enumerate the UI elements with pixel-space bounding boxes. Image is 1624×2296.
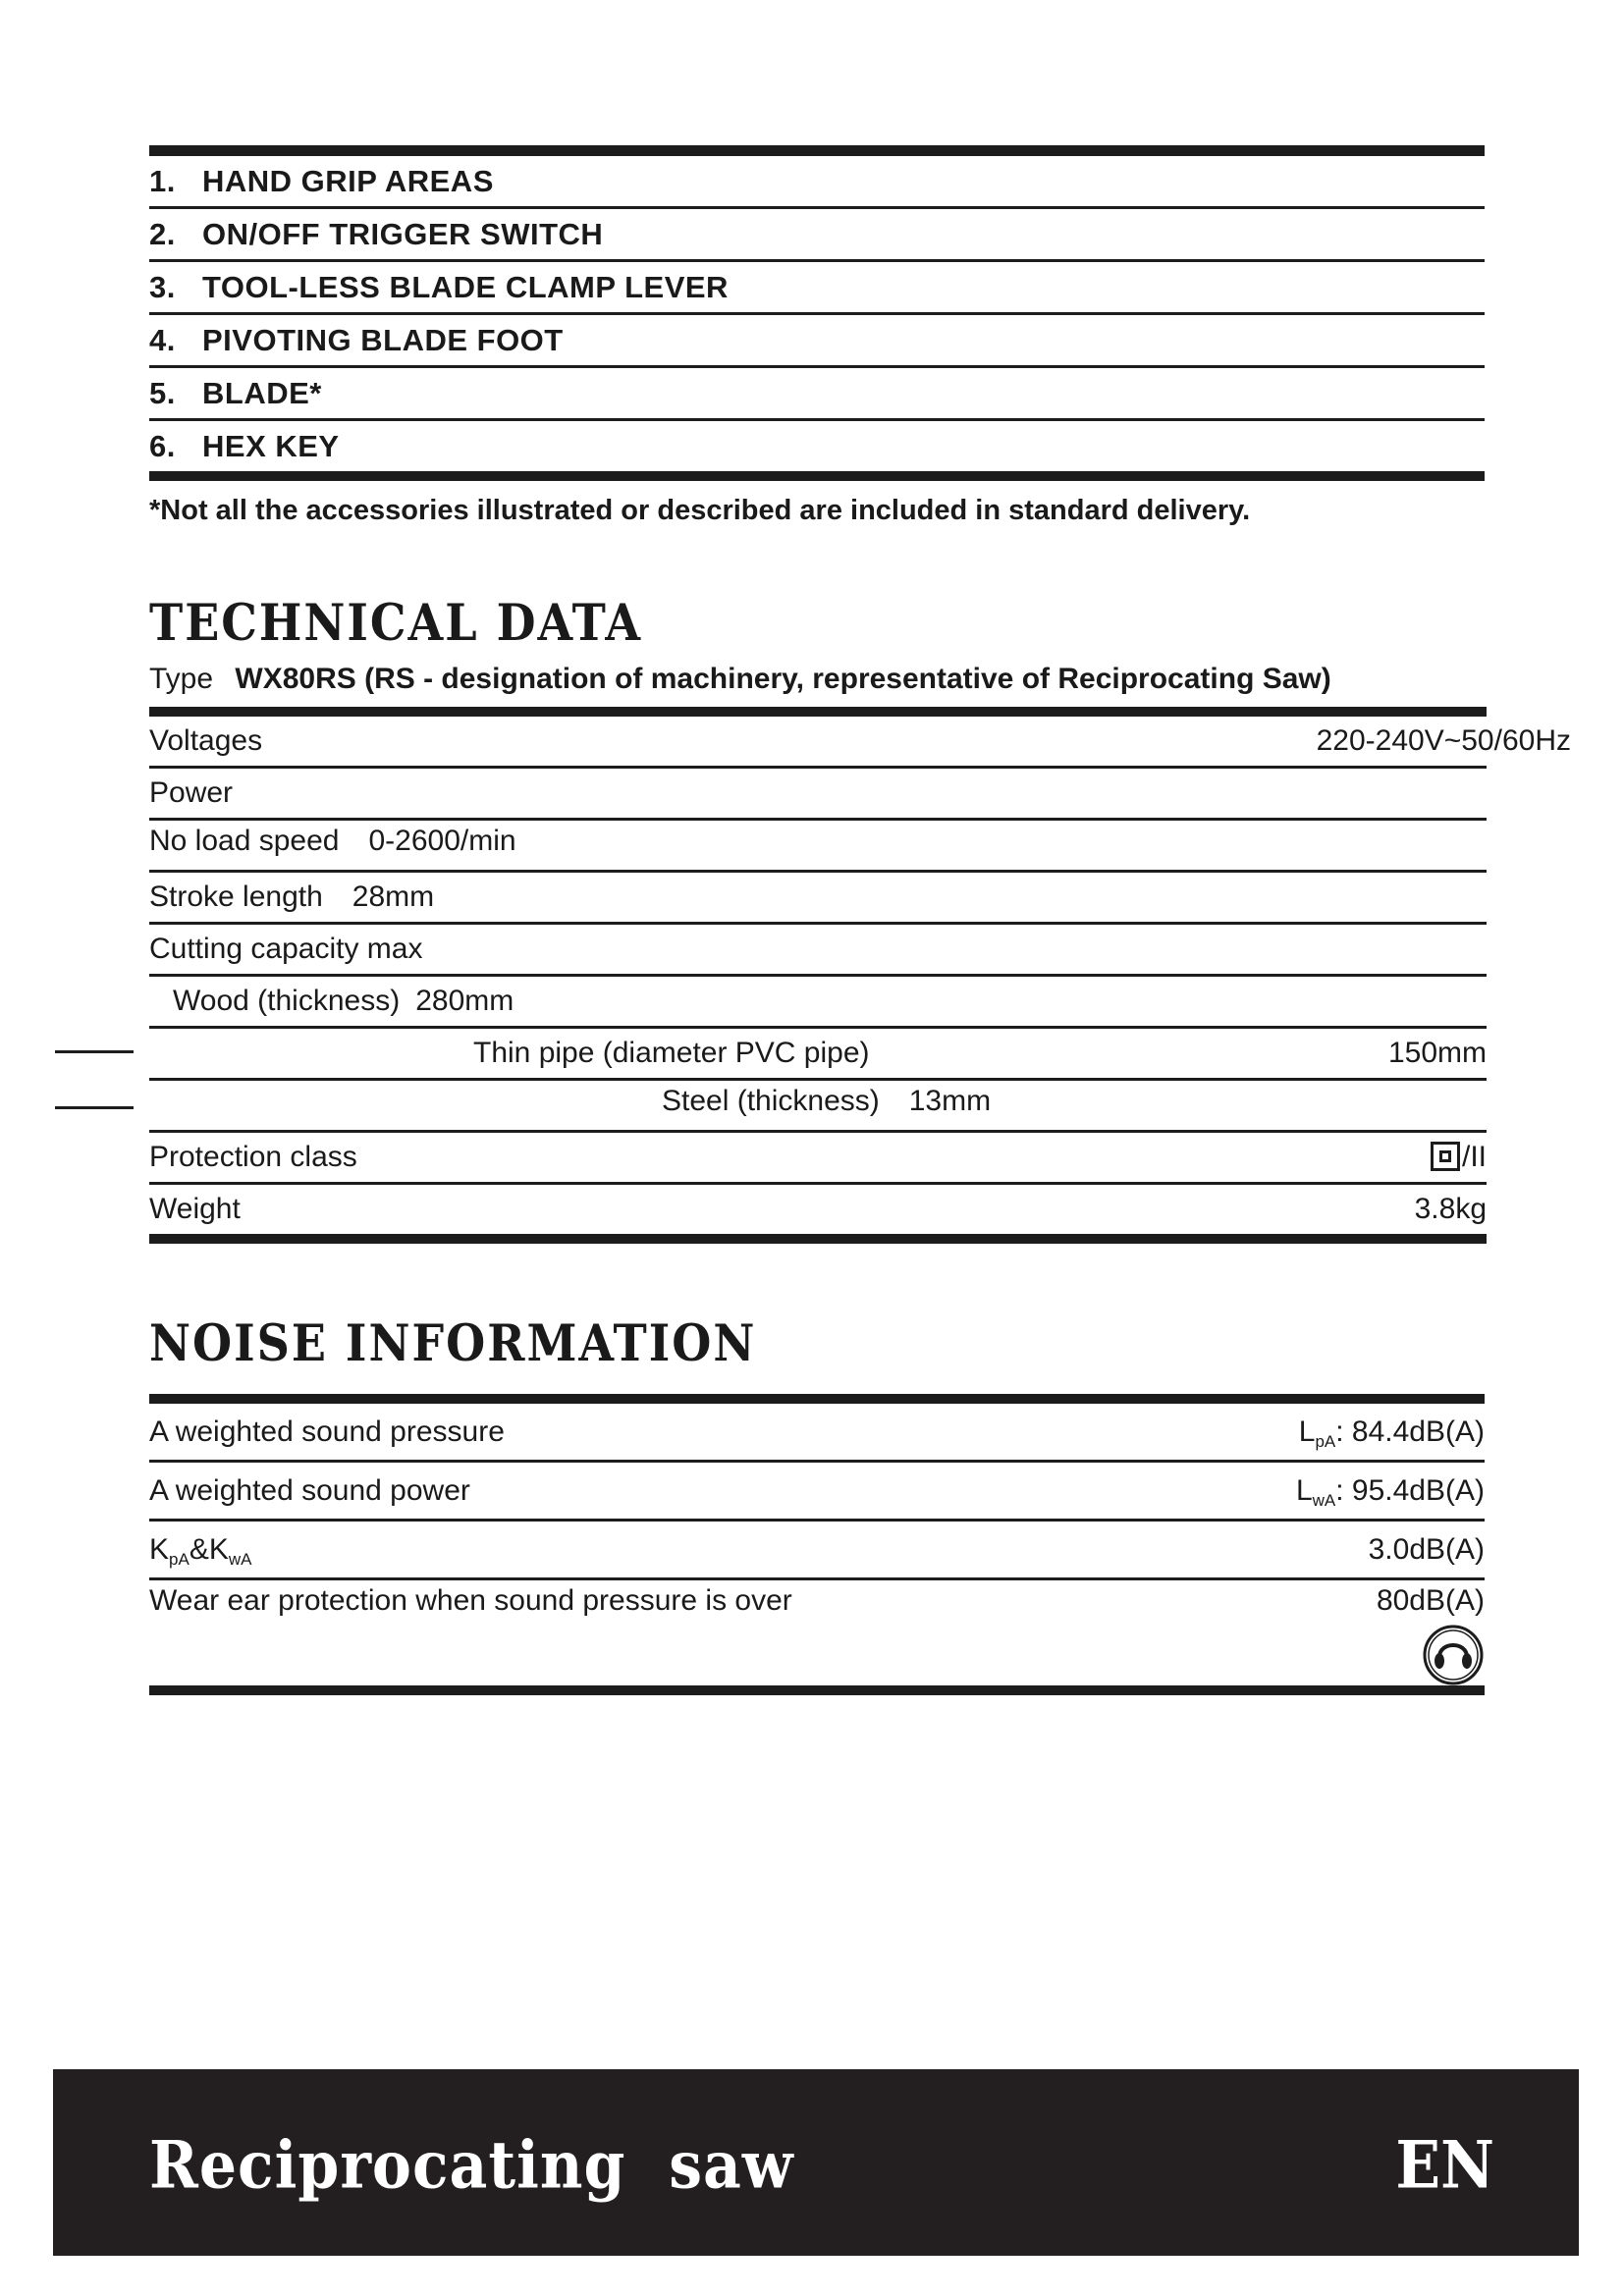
spec-row-stroke-length <box>149 873 1487 925</box>
spec-label: Weight <box>149 1193 241 1225</box>
spec-label-group <box>149 881 434 914</box>
part-number: 6. <box>149 428 176 463</box>
spec-value: 3.8kg <box>1414 1193 1487 1225</box>
symbol: L <box>1295 1474 1313 1507</box>
spec-value: 150mm <box>1387 1037 1487 1069</box>
spec-value: 13mm <box>908 1085 992 1117</box>
noise-label: Wear ear protection when sound pressure is over <box>149 1584 792 1617</box>
footer-banner <box>53 2069 1579 2256</box>
symbol: K <box>149 1533 170 1566</box>
spec-row-protection-class <box>149 1133 1487 1185</box>
part-item <box>149 156 1485 209</box>
part-label: HAND GRIP AREAS <box>202 163 494 198</box>
ampersand: & <box>189 1533 209 1566</box>
spec-label-group <box>173 985 514 1018</box>
type-line <box>149 663 1331 696</box>
part-item <box>149 368 1485 421</box>
spec-row-cutting-capacity <box>149 925 1487 977</box>
noise-value-group <box>1296 1474 1485 1511</box>
spec-value: 280mm <box>415 985 514 1017</box>
spec-label: Wood (thickness) <box>173 985 401 1017</box>
part-item <box>149 315 1485 368</box>
accessories-footnote: *Not all the accessories illustrated or described are included in standard delivery. <box>149 495 1251 526</box>
part-label: ON/OFF TRIGGER SWITCH <box>202 216 604 251</box>
spec-label: Protection class <box>149 1141 357 1173</box>
part-number: 1. <box>149 163 176 198</box>
spec-row-power <box>149 769 1487 821</box>
spec-label-group <box>149 825 516 858</box>
noise-information-heading: NOISE INFORMATION <box>149 1313 757 1373</box>
noise-row-ear-protection <box>149 1580 1485 1685</box>
part-number: 5. <box>149 375 176 410</box>
spec-row-voltages <box>149 717 1571 769</box>
type-label: Type <box>149 663 214 695</box>
spec-label-group <box>662 1085 991 1118</box>
double-insulation-icon <box>1431 1142 1460 1171</box>
language-code: EN <box>1395 2128 1494 2204</box>
spec-label: Power <box>149 776 234 809</box>
part-number: 2. <box>149 216 176 251</box>
technical-data-table <box>149 707 1571 1244</box>
part-number: 4. <box>149 322 176 357</box>
margin-rule <box>55 1106 134 1109</box>
symbol-subscript: pA <box>1315 1432 1336 1451</box>
noise-label-group <box>149 1533 251 1570</box>
spec-value: 28mm <box>352 881 435 913</box>
noise-value: : 84.4dB(A) <box>1335 1415 1485 1448</box>
noise-row-sound-power <box>149 1463 1485 1522</box>
part-label: PIVOTING BLADE FOOT <box>202 322 564 357</box>
noise-value-group <box>1299 1415 1485 1452</box>
part-item <box>149 262 1485 315</box>
spec-label: Thin pipe (diameter PVC pipe) <box>473 1037 870 1069</box>
noise-value: : 95.4dB(A) <box>1335 1474 1485 1507</box>
symbol: K <box>208 1533 229 1566</box>
part-label: HEX KEY <box>202 428 340 463</box>
noise-value: 3.0dB(A) <box>1368 1533 1485 1566</box>
spec-label: Steel (thickness) <box>662 1085 880 1117</box>
spec-row-wood <box>149 977 1487 1029</box>
spec-value-group <box>1431 1141 1487 1174</box>
noise-row-uncertainty <box>149 1522 1485 1580</box>
part-label: TOOL-LESS BLADE CLAMP LEVER <box>202 269 729 304</box>
ear-protection-icon <box>1422 1624 1485 1686</box>
margin-rule <box>55 1050 134 1053</box>
noise-table <box>149 1394 1485 1695</box>
spec-label: Cutting capacity max <box>149 933 423 965</box>
spec-value: 220-240V~50/60Hz <box>1316 724 1571 757</box>
spec-value: 0-2600/min <box>368 825 516 857</box>
spec-label: Voltages <box>149 724 263 757</box>
noise-label: A weighted sound pressure <box>149 1415 505 1448</box>
spec-value: /II <box>1461 1141 1487 1173</box>
spec-row-no-load-speed <box>149 821 1487 873</box>
parts-list <box>149 145 1485 481</box>
noise-value: 80dB(A) <box>1376 1584 1485 1617</box>
type-value: WX80RS (RS - designation of machinery, representative of Reciprocating Saw) <box>235 663 1331 695</box>
noise-row-sound-pressure <box>149 1404 1485 1463</box>
spec-label: Stroke length <box>149 881 323 913</box>
part-label: BLADE* <box>202 375 322 410</box>
symbol-subscript: wA <box>1312 1491 1336 1510</box>
symbol-subscript: wA <box>228 1550 252 1569</box>
symbol: L <box>1298 1415 1316 1448</box>
spec-row-steel <box>149 1081 1487 1133</box>
part-number: 3. <box>149 269 176 304</box>
spec-label: No load speed <box>149 825 340 857</box>
technical-data-heading: TECHNICAL DATA <box>149 593 643 653</box>
product-title: Reciprocating saw <box>149 2128 794 2204</box>
part-item <box>149 209 1485 262</box>
symbol-subscript: pA <box>169 1550 189 1569</box>
part-item <box>149 421 1485 471</box>
spec-row-weight <box>149 1185 1487 1234</box>
spec-row-thin-pipe <box>149 1029 1487 1081</box>
noise-label: A weighted sound power <box>149 1474 470 1507</box>
